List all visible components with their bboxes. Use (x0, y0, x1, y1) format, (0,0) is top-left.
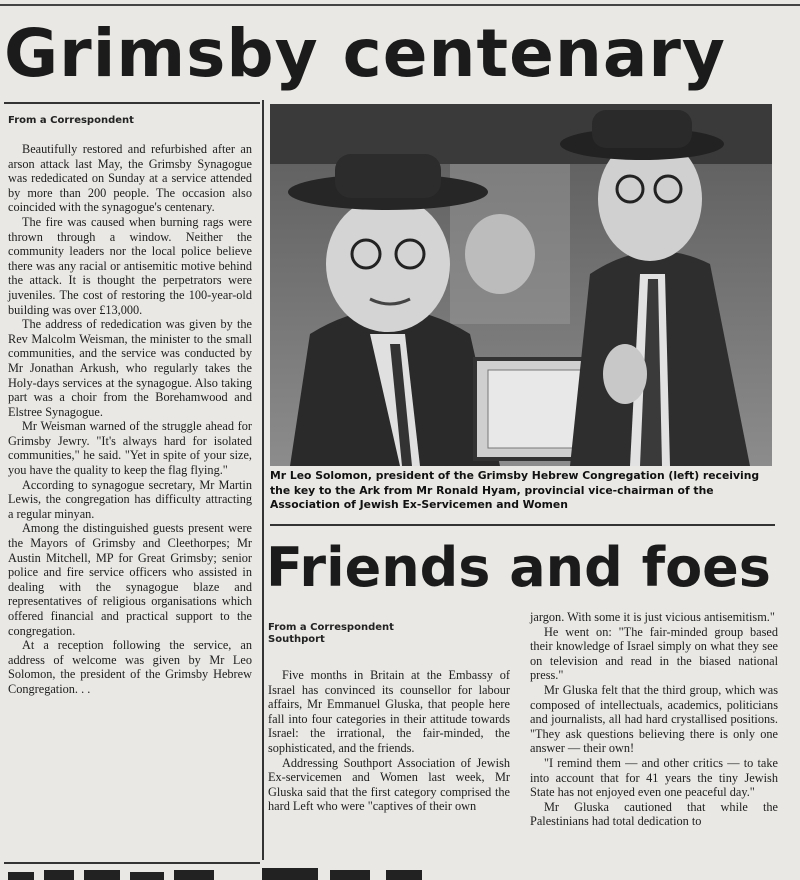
col2-continuation: jargon. With some it is just vicious antisemitism." (530, 610, 775, 624)
photo-caption: Mr Leo Solomon, president of the Grimsby Hebrew Congregation (left) receiving the key to the Ark from Mr Ronald Hyam, provincial vice-chairman of the Association of Jewish Ex-Servicemen and Women (270, 469, 760, 511)
left-paragraph: Mr Weisman warned of the struggle ahead for Grimsby Jewry. "It's always hard for isolated communities," he said. "Yet in spite of your size, you have the quality to keep the flag flying." (8, 419, 252, 478)
col2-paragraph: Mr Gluska felt that the third group, which was composed of intellectuals, academics, politicians and journalists, all had hard crystallised positions. "They ask questions believing there is only one answer — their own! (530, 682, 778, 756)
left-paragraph: According to synagogue secretary, Mr Martin Lewis, the congregation has difficulty attracting a regular minyan. (8, 477, 252, 521)
second-article-col1 (268, 668, 510, 814)
second-byline-line2: Southport (268, 634, 325, 645)
left-byline: From a Correspondent (8, 115, 134, 126)
second-byline (268, 622, 394, 646)
col1-paragraph: Five months in Britain at the Embassy of Israel has convinced its counsellor for labour affairs, Mr Emmanuel Gluska, that people here fall into four categories in their attitude towards Israel: the irrational, the fair-minded, the sophisticated, and the friends. (268, 668, 510, 755)
cropped-next-headline (0, 866, 800, 880)
col2-paragraph: Mr Gluska cautioned that while the Palestinians had total dedication to (530, 799, 778, 829)
col1-paragraph: Addressing Southport Association of Jewish Ex-servicemen and Women last week, Mr Gluska said that the first category comprised the hard Left who were "captives of their own (268, 755, 510, 814)
left-paragraph: Beautifully restored and refurbished after an arson attack last May, the Grimsby Synagogue was rededicated on Sunday at a service attended by more than 200 people. The occasion also coincided with the synagogue's centenary. (8, 142, 252, 215)
second-article-rule (270, 524, 775, 526)
left-paragraph: The address of rededication was given by the Rev Malcolm Weisman, the minister to the small communities, and the service was conducted by Mr Jonathan Arkush, who regularly takes the Holy-days services at the synagogue. Also taking part was a choir from the Borehamwood and Elstree Synagogue. (8, 317, 252, 419)
news-photo (270, 104, 772, 466)
left-article-body (8, 142, 252, 697)
col2-paragraph: "I remind them — and other critics — to take into account that for 41 years the tiny Jewish State has not enjoyed even one peaceful day." (530, 755, 778, 800)
photo-illustration (270, 104, 772, 466)
left-column-rule (4, 102, 260, 104)
bottom-rule (4, 862, 260, 864)
headline-friends-and-foes: Friends and foes (266, 536, 771, 599)
column-divider (262, 100, 264, 860)
col2-paragraph: He went on: "The fair-minded group based their knowledge of Israel simply on what they see on television and read in the biased national press." (530, 624, 778, 683)
second-byline-line1: From a Correspondent (268, 622, 394, 633)
top-rule (0, 4, 800, 6)
headline-grimsby-centenary: Grimsby centenary (4, 15, 726, 92)
cropped-headline-fragment (0, 866, 800, 880)
second-article-col2 (530, 610, 778, 829)
left-paragraph: The fire was caused when burning rags were thrown through a window. Neither the community leaders nor the local police believe there was any racial or antisemitic motive behind the attack. It is thought the perpetrators were juveniles. The cost of restoring the 100-year-old building was over £13,000. (8, 214, 252, 317)
left-paragraph: At a reception following the service, an address of welcome was given by Mr Leo Solomon, the president of the Grimsby Hebrew Congregation. . . (8, 638, 252, 696)
left-paragraph: Among the distinguished guests present were the Mayors of Grimsby and Cleethorpes; Mr Austin Mitchell, MP for Great Grimsby; senior police and fire service officers who assisted in dealing with the synagogue blaze and representatives of religious organisations which offered financial and practical support to the congregation. (8, 521, 252, 638)
